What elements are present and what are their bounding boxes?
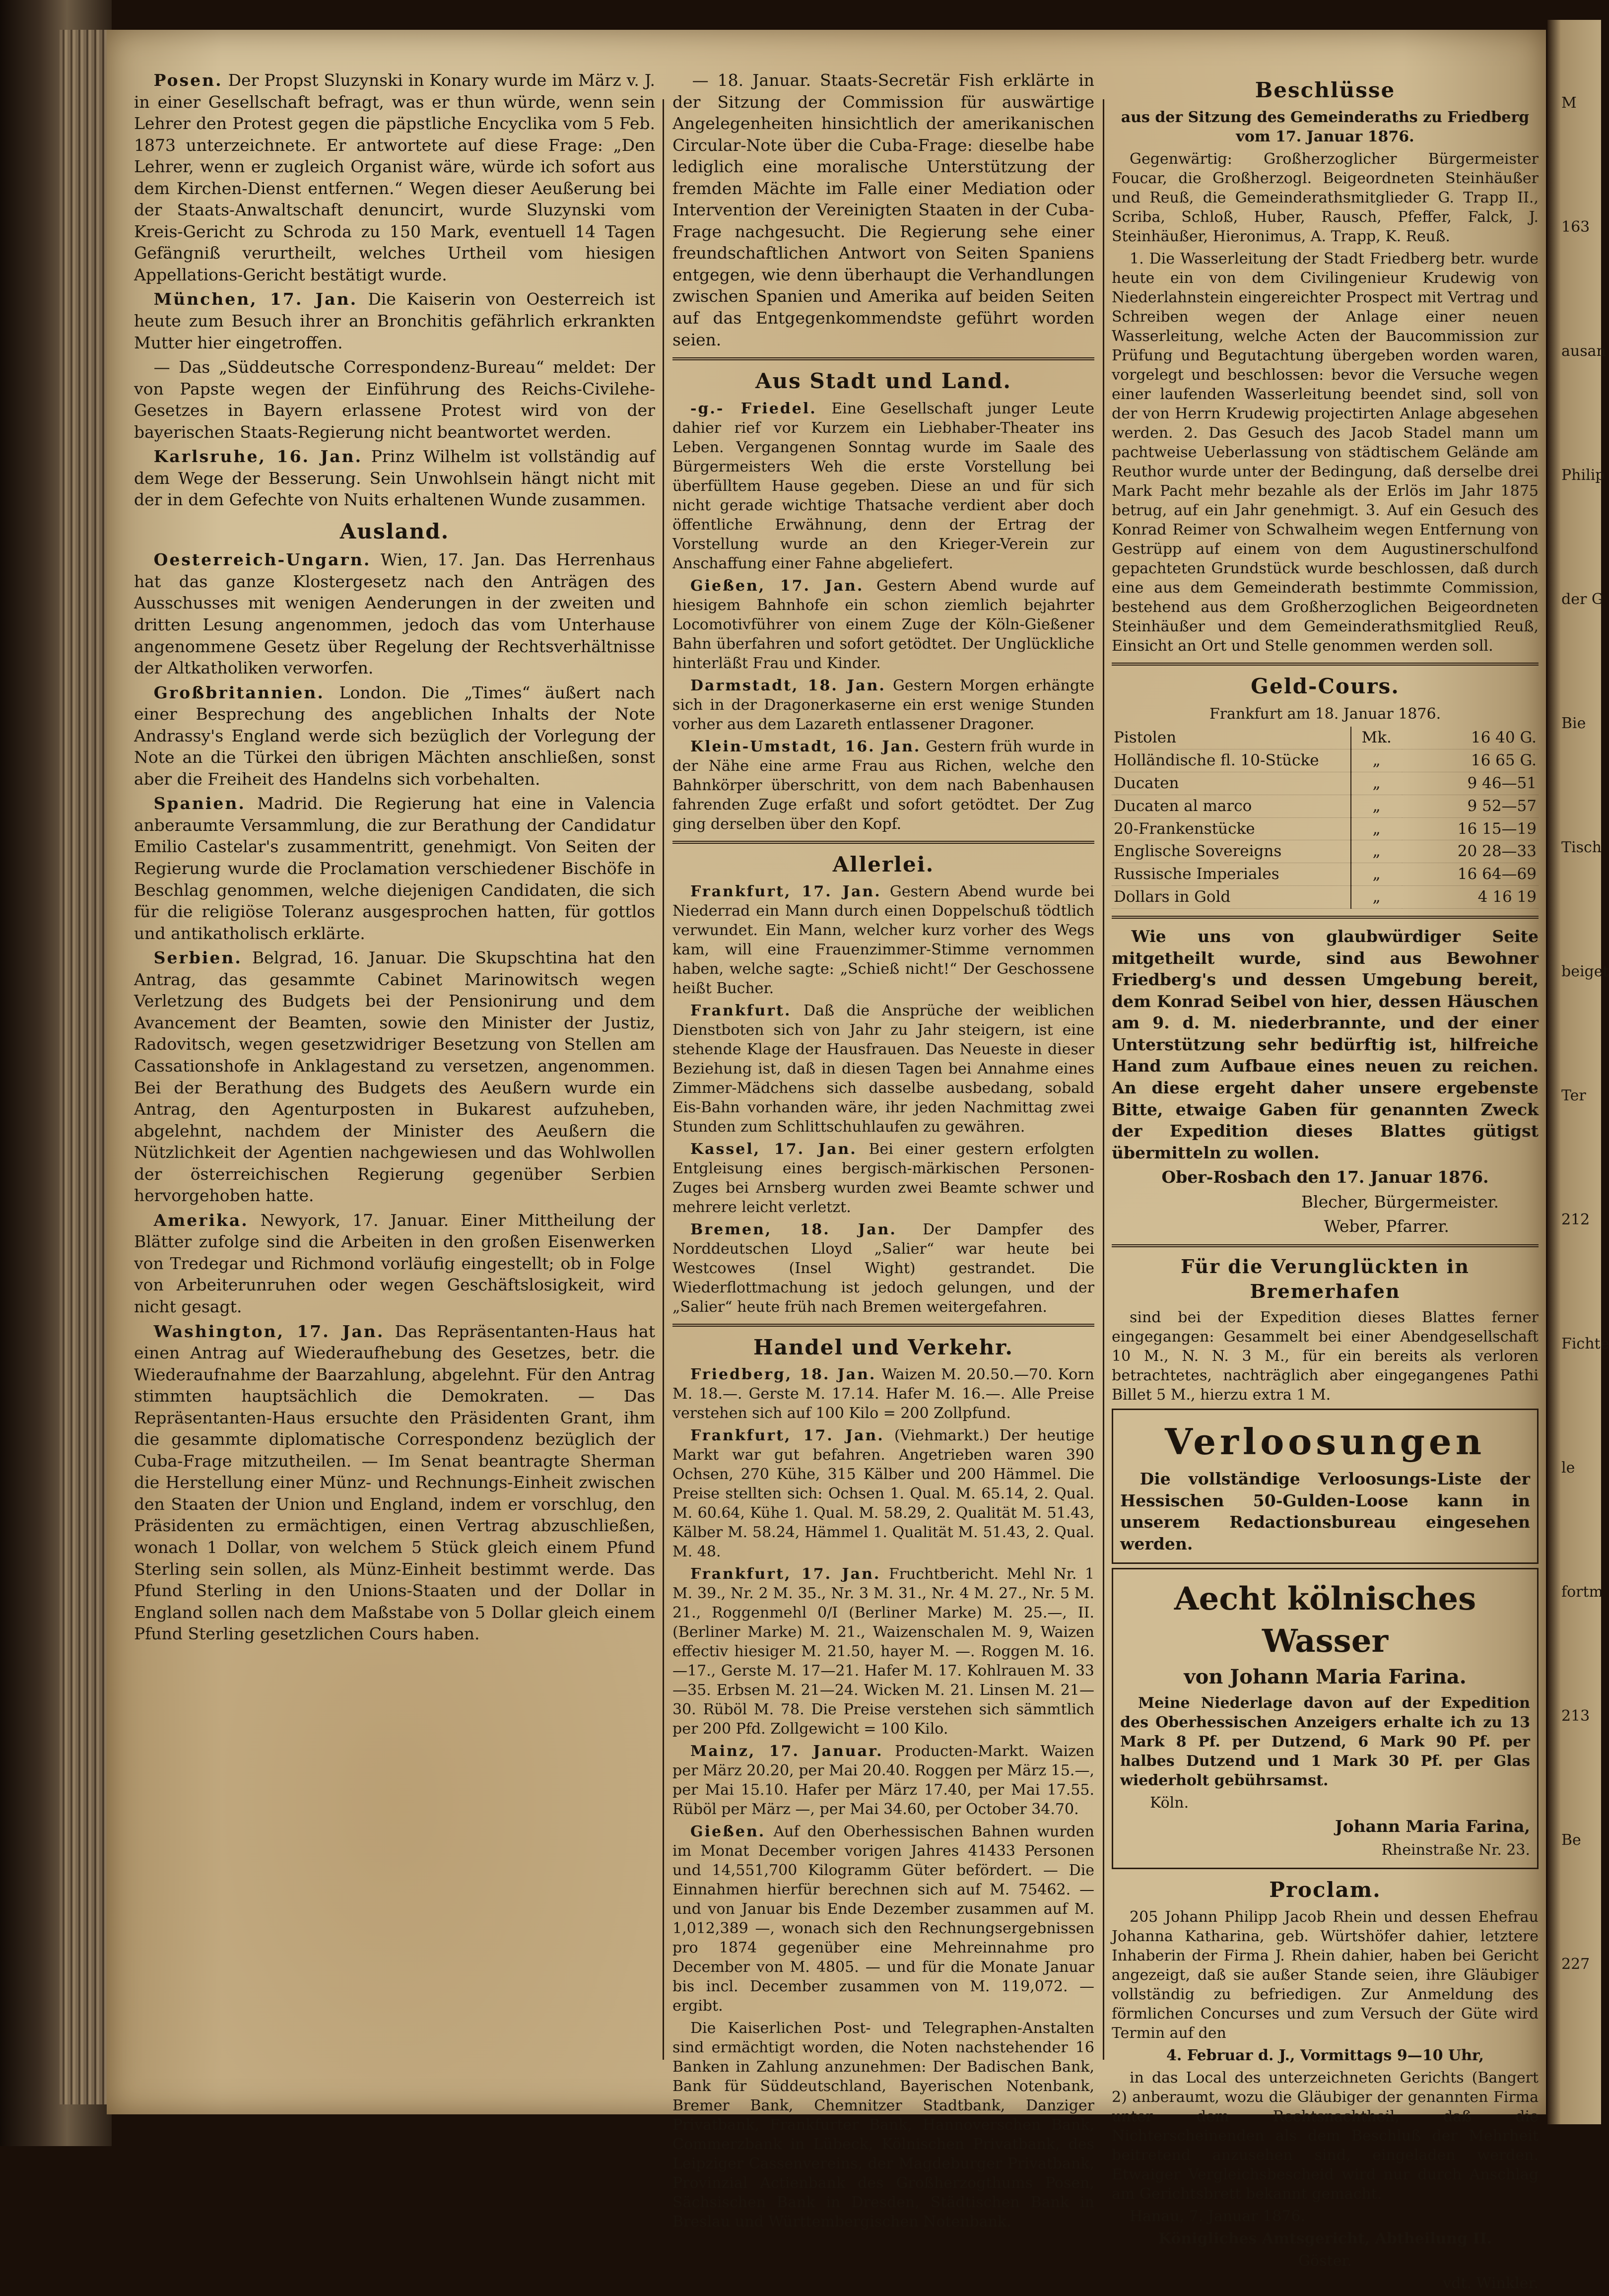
adjacent-page-text-fragment: beiget [1561,963,1609,980]
dateline: Bremen, 18. Jan. [690,1220,897,1238]
news-text: (Viehmarkt.) Der heutige Markt war gut befahren. Angetrieben waren 390 Ochsen, 270 Kühe, 315 Kälber und 200 Hämmel. Die Preise stellten sich: Ochsen 1. Qual. M. 65.14, 2. Qual. M. 60.64, Kühe 1. Qual. M. 58.29, 2. Qualität M. 51.43, Kälber M. 58.24, Hämmel 1. Qualität M. 51.43, 2. Qual. M. 48. [672,1427,1094,1561]
news-item [134,356,655,443]
currency-name: Russische Imperiales [1112,863,1351,886]
council-subtitle: aus der Sitzung des Gemeinderaths zu Friedberg vom 17. Januar 1876. [1121,109,1530,146]
dateline: Frankfurt, 17. Jan. [690,1565,881,1583]
news-section-germany [134,69,655,511]
section-heading-proclam: Proclam. [1269,1877,1381,1902]
table-row [1112,886,1539,909]
news-text: Daß die Ansprüche der weiblichen Dienstboten sich von Jahr zu Jahr steigern, ist eine stehende Klage der Hausfrauen. Das Neueste in dieser Beziehung ist, daß in diesen Tagen bei Annahme eines Zimmer-Mädchens sich dasselbe ausbedang, sobald Eis-Bahn vorhanden wäre, ihr jeden Nachmittag zwei Stunden zum Schlittschuhlaufen zu gewähren. [672,1002,1095,1136]
section-heading-bremerhafen: Für die Verunglückten in Bremerhafen [1181,1255,1470,1302]
news-text: Producten-Markt. Waizen per März 20.20, per Mai 20.40. Roggen per März 15.—, per Mai 15.10. Hafer per März 17.40, per Mai 17.55. Rüböl per März —, per Mai 34.60, per October 34.70. [672,1743,1094,1819]
adjacent-page-text-fragment: Bie [1561,715,1586,732]
donation-notice: sind bei der Expedition dieses Blattes ferner eingegangen: Gesammelt bei einer Abendgesellschaft 10 M., N. N. 3 M., für ein bereits als verloren betrachtetes, nachträglich aber eingegangenes Pathi Billet 5 M., hierzu extra 1 M. [1112,1309,1539,1404]
adjacent-page-text-fragment: M [1561,94,1577,112]
currency-value: 16 65 G. [1402,749,1539,772]
adjacent-page-text-fragment: 212 [1561,1211,1590,1228]
adjacent-page-text-fragment: Be [1561,1831,1581,1849]
dateline: Darmstadt, 18. Jan. [690,676,886,694]
news-item [672,1742,1094,1819]
news-item [672,2019,1094,2231]
news-item [672,1822,1094,2016]
currency-value: 20 28—33 [1402,840,1539,863]
news-section-trade [672,1365,1094,2231]
adjacent-page-text-fragment: le [1561,1459,1575,1477]
adjacent-page-text-fragment: 163 [1561,218,1590,236]
dateline: Gießen. [690,1823,766,1841]
proclam-clerk: vdt. Winkler. [1443,2275,1539,2293]
news-item [134,1321,655,1645]
dateline: Großbritannien. [153,682,325,702]
news-text: Newyork, 17. Januar. Einer Mittheilung der Blätter zufolge sind die Arbeiten in den großen Eisenwerken von Tredegar und Richmond vorläufig eingestellt; ob in Folge von Arbeiterunruhen oder wegen Geschäftslosigkeit, wird nicht gesagt. [134,1210,655,1316]
table-row [1112,795,1539,817]
news-item [672,737,1094,834]
news-text: Gestern früh wurde in der Nähe eine arme Frau aus Richen, welche den Bahnkörper überschritt, von dem nach Babenhausen fahrenden Zuge erfaßt und sofort getödtet. Der Zug ging derselben über den Kopf. [672,738,1094,833]
currency-name: 20-Frankenstücke [1112,817,1351,840]
appeal-signature-pastor: Weber, Pfarrer. [1324,1216,1449,1236]
news-section-foreign [134,549,655,1644]
news-text: Das Repräsentanten-Haus hat einen Antrag auf Wiederaufhebung des Gesetzes, betr. die Wiederaufnahme der Baarzahlung, abgelehnt. Für den Antrag stimmten hauptsächlich die Demokraten. — Das Repräsentanten-Haus ersuchte den Präsidenten Grant, ihm die gesammte diplomatische Correspondenz bezüglich der Cuba-Frage mitzutheilen. — Im Senat beantragte Sherman die Herstellung einer Münz- und Rechnungs-Einheit zwischen den Staaten der Union und England, indem er vorschlug, den Präsidenten zu ermächtigen, einen Vertrag abzuschließen, wonach 1 Dollar, von welchem 5 Stück gleich einem Pfund Sterling sein sollen, als Münz-Einheit bestimmt werde. Das Pfund Sterling in den Unions-Staaten und der Dollar in England sollen nach dem Maßstabe von 5 Dollar gleich einem Pfund Sterling gesetzlichen Cours haben. [134,1321,655,1644]
dateline: Amerika. [153,1210,249,1230]
section-heading-allerlei: Allerlei. [832,852,935,877]
proclam-court: Königliches Amtsgericht, Abtheilung II. [1158,2230,1492,2248]
rates-subtitle: Frankfurt am 18. Januar 1876. [1209,705,1441,723]
adjacent-page-text-fragment: Ter [1561,1087,1586,1104]
news-item [672,676,1094,734]
currency-name: Dollars in Gold [1112,886,1351,909]
currency-value: 9 52—57 [1402,795,1539,817]
divider [672,841,1094,844]
news-item [672,1220,1094,1317]
column-rule [1103,99,1104,2060]
currency-unit: „ [1351,863,1402,886]
adjacent-page-text-fragment: 213 [1561,1707,1590,1725]
currency-unit: Mk. [1351,727,1402,749]
proclam-text-continued: in das Local des unterzeichneten Gerichts (Bangert 2) anberaumt, wozu die Gläubiger der genannten Firma unter dem Rechtsnachtheil, daß die Nichterscheinenden als dem Beschluß der Mehrheit beitretend anzusehen sind, eingeladen werden. Etwaiger Vergleichsbescheid wird nur durch Anschlag am Gerichtsbrett bekannt gemacht. [1112,2069,1539,2203]
currency-rates-table [1112,727,1539,909]
currency-value: 16 40 G. [1402,727,1539,749]
advert-title: Aecht kölnisches Wasser [1174,1580,1476,1660]
advert-subtitle: von Johann Maria Farina. [1184,1665,1467,1689]
currency-value: 16 15—19 [1402,817,1539,840]
news-item [672,1001,1094,1137]
news-text: Gestern Abend wurde auf hiesigem Bahnhofe ein schon ziemlich bejahrter Locomotivführer von einem Zuge der Köln-Gießener Bahn überfahren und sofort getödtet. Der Unglückliche hinterläßt Frau und Kinder. [672,577,1094,672]
section-heading-geld-cours: Geld-Cours. [1251,674,1400,699]
proclam-place-date: Hanau, 7. Januar 1876. [1130,2208,1306,2226]
divider [1112,1244,1539,1247]
appeal-place-date: Ober-Rosbach den 17. Januar 1876. [1161,1167,1489,1187]
section-heading-beschluesse: Beschlüsse [1255,78,1396,102]
column-2 [672,69,1094,2234]
section-heading-stadt-land: Aus Stadt und Land. [755,369,1012,394]
dateline: Frankfurt, 17. Jan. [690,1427,884,1445]
adjacent-page-edge [1547,20,1609,2124]
currency-name: Ducaten al marco [1112,795,1351,817]
dateline: Frankfurt. [690,1002,792,1019]
dateline: Posen. [153,70,223,90]
advert-text: Die vollständige Verloosungs-Liste der Hessischen 50-Gulden-Loose kann in unserem Redactionsbureau eingesehen werden. [1120,1469,1530,1553]
column-rule [663,99,664,2060]
dateline: Mainz, 17. Januar. [690,1743,883,1760]
dateline: Washington, 17. Jan. [153,1321,385,1341]
council-attendees: Gegenwärtig: Großherzoglicher Bürgermeister Foucar, die Großherzogl. Beigeordneten Steinhäußer und Reuß, die Gemeinderathsmitglieder G. Trapp II., Scriba, Schloß, Huber, Rausch, Pfeffer, Falck, J. Steinhäußer, Hieronimus, A. Trapp, K. Reuß. [1112,150,1539,246]
advert-text: Meine Niederlage davon auf der Expedition des Oberhessischen Anzeigers erhalte ich zu 13 Mark 8 Pf. per Dutzend, 6 Mark 90 Pf. per halbes Dutzend und 1 Mark 30 Pf. per Glas wiederholt gebührsamst. [1120,1694,1530,1790]
news-item [134,793,655,944]
news-text: Die Kaiserlichen Post- und Telegraphen-Anstalten sind ermächtigt worden, die Noten nachstehender 16 Banken in Zahlung anzunehmen: Der Badischen Bank, Bank für Süddeutschland, Bayerischen Notenbank, Bremer Bank, Chemnitzer Stadtbank, Danziger Privatbank, Frankfurter Bank, Hannoverschen Bank, Commerzbank in Lübeck, Kölnischen Privatbank, des Leipziger Cassenvereins, der Magdeburger Privatbank, Provinzial Actienbank des Großherzogthums Posen, Sächsischen Bank in Dresden, Städtischen Bank in Breslau und Württembergischen Notenbank. [672,2020,1094,2231]
table-row [1112,749,1539,772]
news-item [134,549,655,678]
section-heading-handel: Handel und Verkehr. [753,1335,1013,1359]
news-text: Der Propst Sluzynski in Konary wurde im März v. J. in einer Gesellschaft befragt, was er thun würde, wenn sein Lehrer den Protest gegen die päpstliche Encyclika vom 5 Feb. 1873 unterzeichnete. Er antwortete auf diese Frage: „Den Lehrer, wenn er zugleich Organist wäre, würde ich sofort aus dem Kirchen-Dienst entfernen.“ Wegen dieser Aeußerung bei der Staats-Anwaltschaft denuncirt, wurde Sluzynski vom Kreis-Gericht zu Schroda zu 150 Mark, eventuell 14 Tagen Gefängniß verurtheilt, welches Urtheil vom hiesigen Appellations-Gericht bestätigt wurde. [134,70,655,284]
advert-signature: Johann Maria Farina, [1335,1817,1530,1836]
currency-value: 9 46—51 [1402,772,1539,795]
dateline: Spanien. [153,794,246,813]
news-text: Fruchtbericht. Mehl Nr. 1 M. 39., Nr. 2 M. 35., Nr. 3 M. 31., Nr. 4 M. 27., Nr. 5 M. 21., Roggenmehl 0/I (Berliner Marke) M. 25.—, II. (Berliner Marke) M. 21., Waizenschalen M. 9, Waizen effectiv hiesiger M. 21.50, hayer M. —. Roggen M. 16.—17., Gerste M. 17—21. Hafer M. 17. Kohlrauen M. 33—35. Erbsen M. 21—24. Wicken M. 21. Linsen M. 21—30. Rüböl M. 78. Die Preise verstehen sich sämmtlich per 200 Pfd. Zollgewicht = 100 Kilo. [672,1565,1094,1738]
news-item [672,576,1094,673]
news-text: Gestern Abend wurde bei Niederrad ein Mann durch einen Doppelschuß tödtlich verwundet. Ein Mann, welcher kurz vorher des Wegs kam, will eine Frauenzimmer-Stimme vernommen haben, welche sagte: „Schieß nicht!“ Der Geschossene heißt Bucher. [672,882,1094,997]
table-row [1112,840,1539,863]
news-text: Belgrad, 16. Januar. Die Skupschtina hat den Antrag, das gesammte Cabinet Marinowitsch wegen Verletzung des Budgets bei der Pensionirung und dem Avancement der Beamten, sowie den Minister der Justiz, Radovitsch, wegen gesetzwidriger Besetzung von Stellen am Cassationshofe in Anklagestand zu versetzen, angenommen. Bei der Berathung des Budgets des Aeußern wurde ein Antrag, den Agenturposten in Bukarest aufzuheben, abgelehnt, nachdem der Minister des Aeußern die Nützlichkeit der Agentien nachgewiesen und das Wohlwollen der österreichischen Regierung gegenüber Serbien hervorgehoben hatte. [134,948,655,1206]
dateline: Kassel, 17. Jan. [690,1140,857,1158]
divider [672,1324,1094,1327]
news-text: Eine Gesellschaft junger Leute dahier rief vor Kurzem ein Liebhaber-Theater ins Leben. Vergangenen Sonntag wurde im Saale des Bürgermeisters Weh die erste Vorstellung bei überfülltem Hause gegeben. Diese an und für sich nicht gerade wichtige Thatsache verdient aber doch öffentliche Erwähnung, denn der Ertrag der Vorstellung wurde an den Krieger-Verein zur Anschaffung einer Fahne abgeliefert. [672,400,1094,572]
news-text: Prinz Wilhelm ist vollständig auf dem Wege der Besserung. Sein Unwohlsein hängt nicht mit der in dem Gefechte von Nuits erhaltenen Wunde zusammen. [134,447,655,510]
column-3 [1112,69,1539,2296]
currency-unit: „ [1351,772,1402,795]
currency-name: Pistolen [1112,727,1351,749]
currency-unit: „ [1351,886,1402,909]
news-item [134,682,655,790]
book-binding [60,30,107,2104]
appeal-notice: Wie uns von glaubwürdiger Seite mitgetheilt wurde, sind aus Bewohner Friedberg's und dessen Umgebung bereit, dem Konrad Seibel von hier, dessen Häuschen am 9. d. M. niederbrannte, und der einer Unterstützung sehr bedürftig ist, hilfreiche Hand zum Aufbaue eines neuen zu reichen. An diese ergeht daher unsere ergebenste Bitte, etwaige Gaben für genannten Zweck der Expedition dieses Blattes gütigst übermitteln zu wollen. [1112,927,1539,1162]
news-item [672,882,1094,998]
dateline: Klein-Umstadt, 16. Jan. [690,738,921,755]
news-text: Der Dampfer des Norddeutschen Lloyd „Salier“ war heute bei Westcowes (Insel Wight) gestrandet. Die Wiederflottmachung ist jedoch gelungen, und der „Salier“ heute früh nach Bremen weitergefahren. [672,1220,1094,1316]
adjacent-page-text-fragment: ausan [1561,342,1606,360]
divider [672,357,1094,360]
currency-name: Ducaten [1112,772,1351,795]
news-text: London. Die „Times“ äußert nach einer Besprechung des angeblichen Inhalts der Note Andrassy's England werde sich bezüglich der Vorlegung der Note an die Türkei den übrigen Mächten anschließen, sonst aber die Freiheit des Handelns sich vorbehalten. [134,682,655,789]
currency-unit: „ [1351,817,1402,840]
currency-value: 4 16 19 [1402,886,1539,909]
adjacent-page-text-fragment: Tisch [1561,839,1602,856]
divider [1112,663,1539,666]
news-item [134,69,655,285]
currency-name: Holländische fl. 10-Stücke [1112,749,1351,772]
dateline: Friedberg, 18. Jan. [690,1366,876,1384]
news-text: Gestern Morgen erhängte sich in der Dragonerkaserne ein erst wenige Stunden vorher aus dem Lazareth entlassener Dragoner. [672,676,1094,733]
adjacent-page-text-fragment: Fichte [1561,1335,1609,1352]
advert-address: Rheinstraße Nr. 23. [1381,1841,1530,1859]
dateline: Karlsruhe, 16. Jan. [153,447,363,467]
currency-value: 16 64—69 [1402,863,1539,886]
news-text: — Das „Süddeutsche Correspondenz-Bureau“ meldet: Der von Papste wegen der Einführung des Reichs-Civilehe-Gesetzes in Bayern erlassene Protest wird von der bayerischen Staats-Regierung nicht beantwortet werden. [134,357,655,442]
appeal-signature-mayor: Blecher, Bürgermeister. [1301,1192,1499,1212]
table-row [1112,817,1539,840]
advert-verloosungen [1112,1409,1539,1564]
proclam-signature: Göster. [1298,2252,1352,2270]
currency-unit: „ [1351,795,1402,817]
news-section-local [672,399,1094,834]
news-text: Wien, 17. Jan. Das Herrenhaus hat das ganze Klostergesetz nach den Anträgen des Ausschusses mit wenigen Aenderungen in der zweiten und dritten Lesung angenommen, jedoch das vom Unterhause angenommene Gesetz über Regelung der Rechtsverhältnisse der Altkatholiken verworfen. [134,550,655,678]
table-row [1112,727,1539,749]
news-text: Madrid. Die Regierung hat eine in Valencia anberaumte Versammlung, die zur Berathung der Candidatur Emilio Castelar's zusammentritt, genehmigt. Von Seiten der Regierung wurde die Proclamation verschiedener Bischöfe in Beschlag genommen, welche diejenigen Candidaten, die sich für die religiöse Toleranz ausgesprochen hatten, für gottlos und antikatholisch erklärte. [134,794,656,943]
dateline: Oesterreich-Ungarn. [153,550,371,570]
news-item [134,446,655,511]
council-resolutions: 1. Die Wasserleitung der Stadt Friedberg betr. wurde heute ein von dem Civilingenieur Krudewig von Niederlahnstein eingereichter Prospect mit Vertrag und Schreiben wegen der Anlage einer neuen Wasserleitung, welche Acten der Baucommission zur Prüfung und Begutachtung übergeben worden waren, vorgelegt und beschlossen: bevor die Versuche wegen einer laufenden Wasserleitung beendet sind, soll von der von Herrn Krudewig projectirten Anlage abgesehen werden. 2. Das Gesuch des Jacob Stadel mann um pachtweise Ueberlassung von städtischem Gelände am Reuthor wurde unter der Bedingung, daß derselbe drei Mark Pacht mehr bezahle als der Erlös im Jahr 1875 betrug, auf ein Jahr genehmigt. 3. Auf ein Gesuch des Konrad Reimer von Schwalheim wegen Entfernung von Gestrüpp auf einem von dem Augustinerschulfond gepachteten Grundstück wurde beschlossen, daß durch eine aus dem Gemeinderath bestimmte Commission, bestehend aus dem Großherzoglichen Beigeordneten Steinhäußer und dem Gemeinderathsmitglied Reuß, Einsicht an Ort und Stelle genommen werden soll. [1112,250,1539,655]
table-row [1112,772,1539,795]
news-text: Auf den Oberhessischen Bahnen wurden im Monat December vorigen Jahres 41433 Personen und 14,551,700 Kilogramm Güter befördert. — Die Einnahmen hierfür berechnen sich auf M. 75462. — und von Januar bis Ende Dezember zusammen auf M. 1,012,389 —, wonach sich den Rechnungsergebnissen pro 1874 gegenüber eine Mehreinnahme pro December von M. 4805. — und für die Monate Januar bis incl. December zusammen von M. 119,072. — ergibt. [672,1823,1094,2015]
dateline: Gießen, 17. Jan. [690,577,864,595]
adjacent-page-text-fragment: Philip [1561,467,1605,484]
proclam-text: 205 Johann Philipp Jacob Rhein und dessen Ehefrau Johanna Katharina, geb. Würtshöfer dahier, letztere Inhaberin der Firma J. Rhein dahier, haben bei Gericht angezeigt, daß sie außer Stande seien, ihre Gläubiger vollständig zu befriedigen. Zur Anmeldung des förmlichen Concurses und zum Versuch der Güte wird Termin auf den [1112,1908,1539,2042]
dateline: München, 17. Jan. [153,289,358,309]
news-item [672,1365,1094,1423]
news-item [134,288,655,353]
news-item [672,1140,1094,1217]
currency-name: Englische Sovereigns [1112,840,1351,863]
news-paragraph: — 18. Januar. Staats-Secretär Fish erklärte in der Sitzung der Commission für auswärtige Angelegenheiten hinsichtlich der amerikanischen Circular-Note über die Cuba-Frage: dieselbe habe lediglich eine moralische Unterstützung der fremden Mächte im Falle einer Mediation oder Intervention der Vereinigten Staaten in der Cuba-Frage nachgesucht. Die Regierung sehe einer freundschaftlichen Antwort von Seiten Spaniens entgegen, wie denn überhaupt die Verhandlungen zwischen Spanien und Amerika auf beiden Seiten auf das Entgegenkommendste geführt worden seien. [672,70,1094,349]
currency-unit: „ [1351,749,1402,772]
dateline: Frankfurt, 17. Jan. [690,882,881,900]
table-row [1112,863,1539,886]
currency-unit: „ [1351,840,1402,863]
advert-koelnisch-wasser [1112,1568,1539,1869]
news-item [672,1564,1094,1739]
dateline: Serbien. [153,948,242,968]
news-text: Die Kaiserin von Oesterreich ist heute zum Besuch ihrer an Bronchitis gefährlich erkrankten Mutter hier eingetroffen. [134,289,655,352]
advert-place: Köln. [1150,1794,1189,1812]
news-item [672,1426,1094,1561]
news-item [134,1210,655,1318]
news-item [672,399,1094,573]
proclam-date: 4. Februar d. J., Vormittags 9—10 Uhr, [1166,2047,1484,2065]
adjacent-page-text-fragment: 227 [1561,1956,1590,1973]
news-item [134,947,655,1207]
news-section-misc [672,882,1094,1317]
adjacent-page-text-fragment: der G [1561,591,1604,608]
section-heading-ausland: Ausland. [339,519,450,543]
adjacent-page-text-fragment: fortm [1561,1583,1604,1601]
news-text: Waizen M. 20.50.—70. Korn M. 18.—. Gerste M. 17.14. Hafer M. 16.—. Alle Preise verstehen sich auf 100 Kilo = 200 Zollpfund. [672,1366,1094,1422]
news-text: Bei einer gestern erfolgten Entgleisung eines bergisch-märkischen Personen-Zuges bei Arnsberg wurden zwei Beamte schwer und mehrere leicht verletzt. [672,1140,1094,1216]
advert-title: Verloosungen [1164,1420,1486,1463]
column-1 [134,69,655,1648]
dateline: -g.- Friedel. [690,400,817,417]
divider [1112,916,1539,919]
